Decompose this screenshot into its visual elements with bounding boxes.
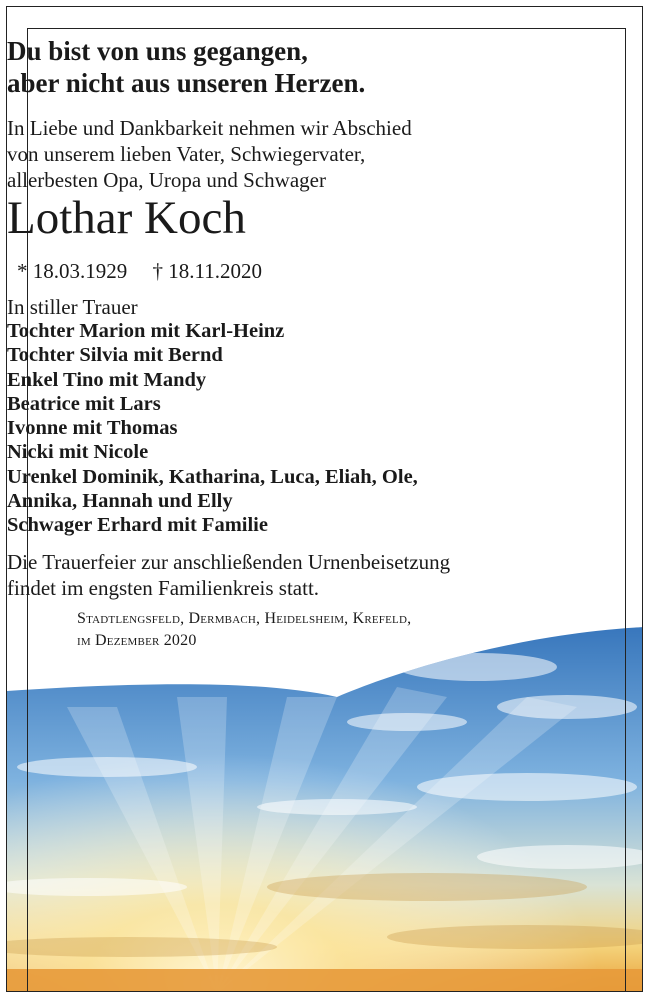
funeral-line: Die Trauerfeier zur anschließenden Urnenbeisetzung: [7, 550, 451, 574]
intro-line: von unserem lieben Vater, Schwiegervater,: [7, 142, 366, 166]
family-member: Tochter Marion mit Karl-Heinz: [7, 320, 285, 342]
family-member: Beatrice mit Lars: [7, 392, 161, 415]
funeral-line: findet im engsten Familienkreis statt.: [7, 576, 320, 600]
headline-line: aber nicht aus unseren Herzen.: [7, 68, 366, 98]
intro-line: allerbesten Opa, Uropa und Schwager: [7, 168, 326, 192]
family-member: Annika, Hannah und Elly: [7, 490, 233, 513]
death-date: † 18.11.2020: [152, 259, 262, 283]
family-member: Enkel Tino mit Mandy: [7, 368, 207, 391]
obituary-frame: [6, 6, 643, 992]
places-and-date: [77, 608, 411, 652]
funeral-notice: [7, 549, 643, 601]
deceased-name: Lothar Koch: [7, 192, 246, 244]
intro-text: [7, 115, 643, 193]
family-member: Urenkel Dominik, Katharina, Luca, Eliah, Ole,: [7, 465, 418, 488]
grief-line: In stiller Trauer: [7, 295, 138, 319]
headline-line: Du bist von uns gegangen,: [7, 36, 308, 66]
places-line: Stadtlengsfeld, Dermbach, Heidelsheim, Krefeld,: [77, 610, 412, 627]
headline: [7, 35, 643, 99]
intro-line: In Liebe und Dankbarkeit nehmen wir Abschied: [7, 116, 412, 140]
date-line: im Dezember 2020: [77, 632, 197, 649]
family-member: Tochter Silvia mit Bernd: [7, 344, 223, 367]
life-dates: [7, 258, 643, 284]
family-list: [7, 319, 643, 538]
family-member: Nicki mit Nicole: [7, 441, 149, 464]
birth-date: * 18.03.1929: [17, 259, 128, 283]
family-member: Schwager Erhard mit Familie: [7, 514, 268, 537]
family-member: Ivonne mit Thomas: [7, 417, 178, 440]
